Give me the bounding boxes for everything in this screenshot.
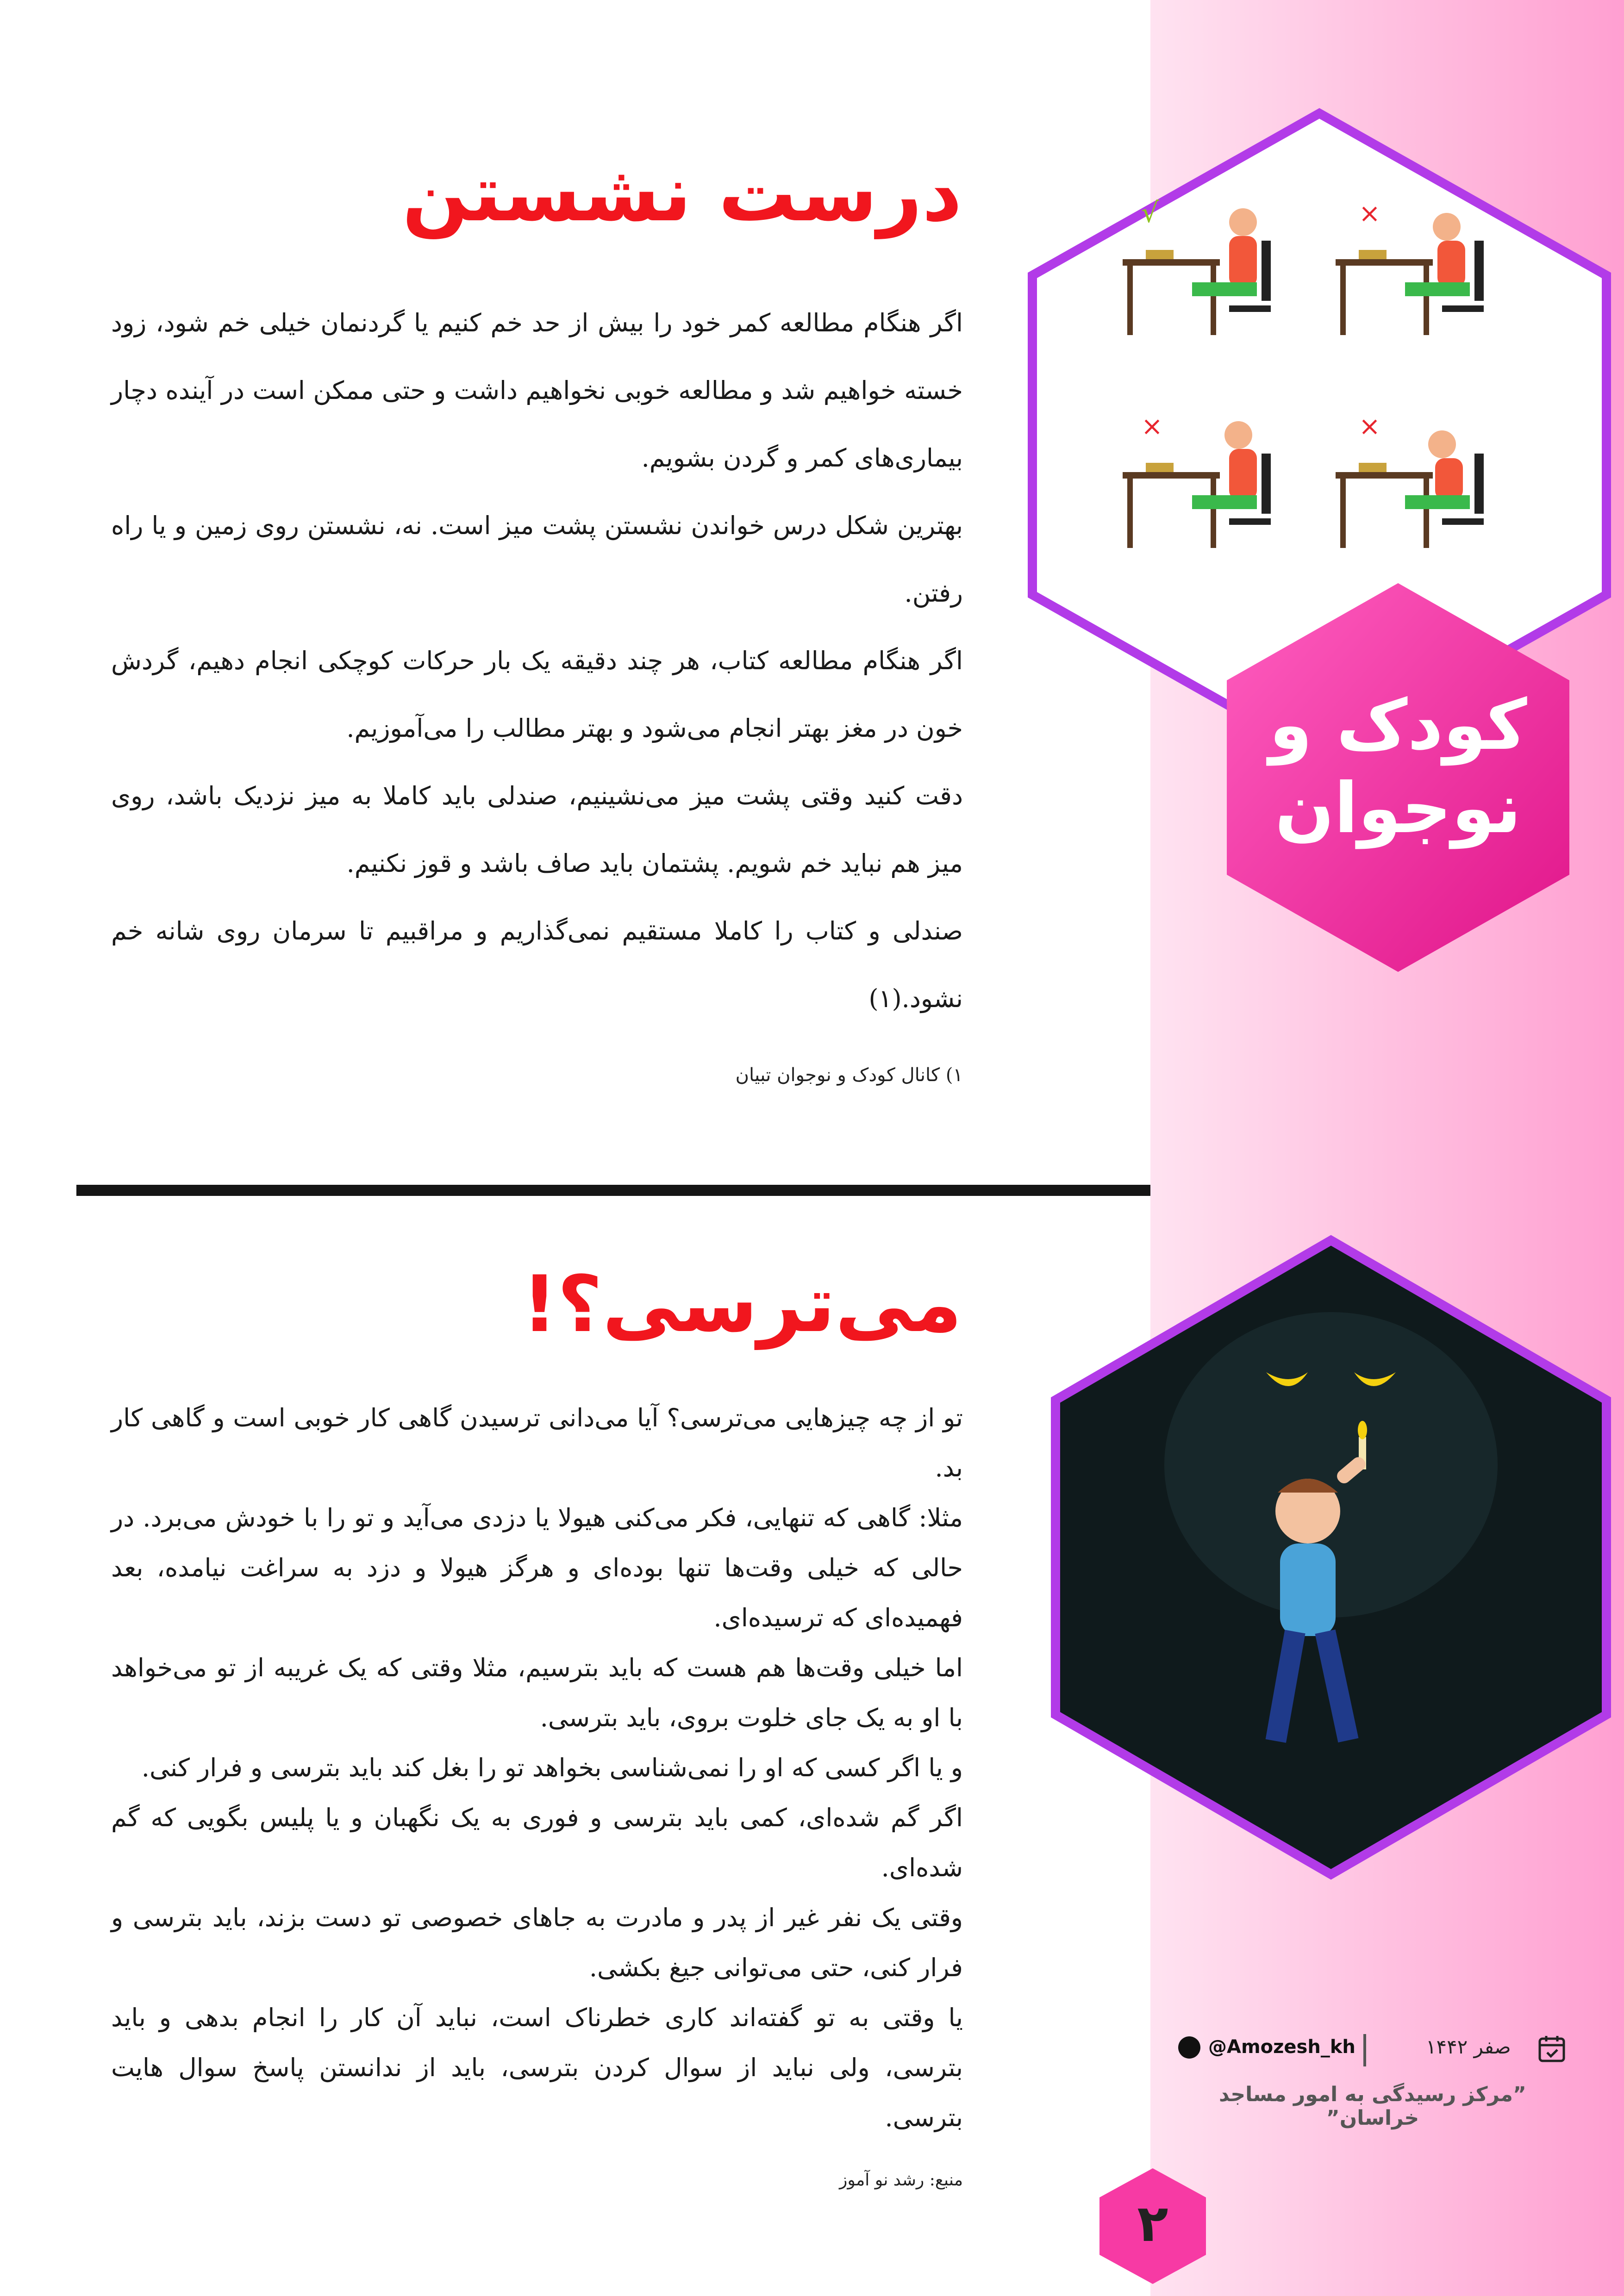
article2-paragraph: یا وقتی به تو گفته‌اند کاری خطرناک است، نباید آن کار را انجام بدهی و باید بترسی، ولی نباید از سوال کردن بترسی، باید از ندانستن پاسخ سوال هایت بترسی. — [111, 2003, 963, 2132]
article2-paragraph: وقتی یک نفر غیر از پدر و مادرت به جاهای خصوصی تو دست بزند، باید بترسی و فرار کنی، حتی می‌توانی جیغ بکشی. — [111, 1903, 963, 1982]
instagram-icon — [1178, 2036, 1200, 2059]
article2-paragraph: مثلا: گاهی که تنهایی، فکر می‌کنی هیولا یا دزدی می‌آید و تو را با خودش می‌برد. در حالی که خیلی وقت‌ها تنها بوده‌ای و هرگز هیولا و دزد به سراغت نیامده، بعد فهمیده‌ای که ترسیده‌ای. — [111, 1503, 963, 1632]
page-number: ۲ — [1137, 2194, 1168, 2253]
svg-text:×: × — [1359, 411, 1380, 442]
article2-body — [111, 1393, 963, 2143]
article2-paragraph: تو از چه چیزهایی می‌ترسی؟ آیا می‌دانی ترسیدن گاهی کار خوبی است و گاهی کار بد. — [111, 1403, 963, 1482]
article2-footnote: منبع: رشد نو آموز — [839, 2171, 963, 2190]
scared-boy-illustration-hexagon — [1049, 1233, 1613, 1881]
article2-paragraph: اگر گم شده‌ای، کمی باید بترسی و فوری به یک نگهبان و یا پلیس بگویی که گم شده‌ای. — [111, 1803, 963, 1882]
article1-title: درست نشستن — [402, 148, 962, 239]
article1-footnote: ۱) کانال کودک و نوجوان تبیان — [735, 1064, 963, 1086]
article1-paragraph: بهترین شکل درس خواندن نشستن پشت میز است. نه، نشستن روی زمین و یا راه رفتن. — [111, 511, 963, 608]
article1-body — [111, 289, 963, 1033]
article2-title: می‌ترسی؟! — [522, 1259, 962, 1350]
social-handle[interactable]: @Amozesh_kh — [1208, 2036, 1355, 2058]
article1-paragraph: دقت کنید وقتی پشت میز می‌نشینیم، صندلی باید کاملا به میز نزدیک باشد، روی میز هم نباید خم شویم. پشتمان باید صاف باشد و قوز نکنیم. — [111, 781, 963, 878]
article1-paragraph: اگر هنگام مطالعه کمر خود را بیش از حد خم کنیم یا گردنمان خیلی خم شود، زود خسته خواهیم شد و مطالعه خوبی نخواهیم داشت و حتی ممکن است در آینده دچار بیماری‌های کمر و گردن بشویم. — [111, 308, 963, 473]
issue-date: صفر ۱۴۴۲ — [1426, 2035, 1511, 2058]
credit-separator — [1363, 2034, 1366, 2066]
badge-line-1: کودک و — [1269, 685, 1527, 765]
calendar-icon — [1537, 2034, 1567, 2064]
article1-paragraph: اگر هنگام مطالعه کتاب، هر چند دقیقه یک بار حرکات کوچکی انجام دهیم، گردش خون در مغز بهتر انجام می‌شود و بهتر مطالب را می‌آموزیم. — [111, 646, 963, 743]
organization-name: ”مرکز رسیدگی به امور مساجد خراسان” — [1219, 2083, 1526, 2130]
section-divider — [76, 1185, 1150, 1196]
badge-line-2: نوجوان — [1275, 768, 1521, 849]
article2-paragraph: و یا اگر کسی که او را نمی‌شناسی بخواهد تو را بغل کند باید بترسی و فرار کنی. — [141, 1753, 963, 1782]
svg-text:×: × — [1141, 411, 1163, 442]
svg-text:√: √ — [1141, 197, 1159, 229]
article1-paragraph: صندلی و کتاب را کاملا مستقیم نمی‌گذاریم و مراقبیم تا سرمان روی شانه خم نشود.(۱) — [111, 916, 963, 1013]
article2-paragraph: اما خیلی وقت‌ها هم هست که باید بترسیم، مثلا وقتی که یک غریبه از تو می‌خواهد با او به یک جای خلوت بروی، باید بترسی. — [111, 1653, 963, 1732]
svg-text:×: × — [1359, 199, 1380, 229]
